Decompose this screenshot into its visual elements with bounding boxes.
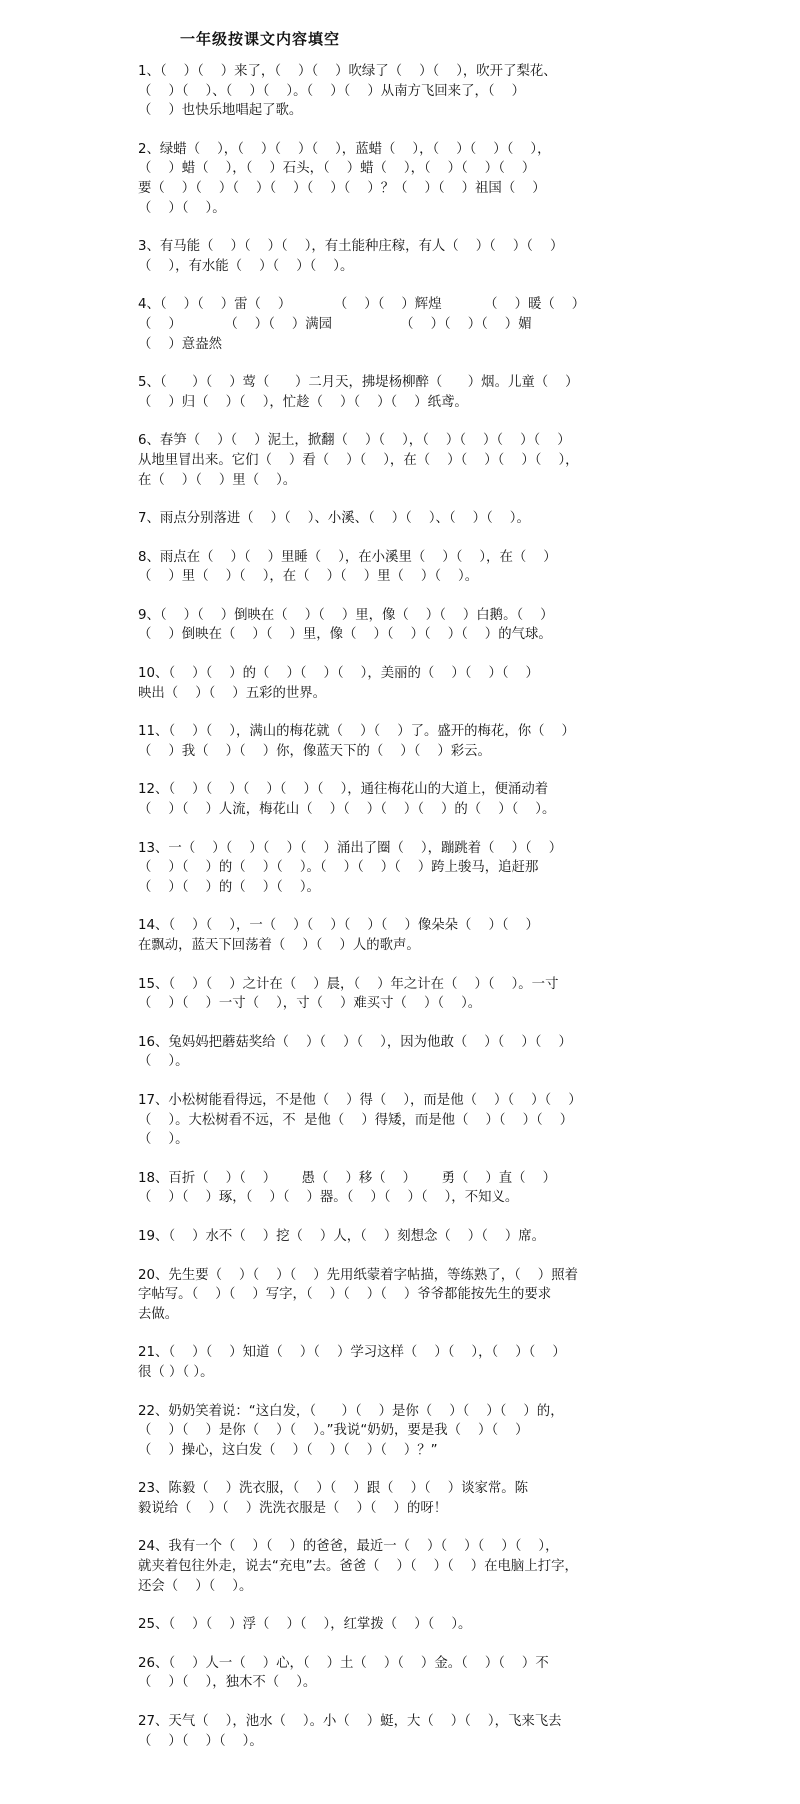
- question-list: [138, 62, 684, 1770]
- question-line: 4、（ ）（ ）雷（ ） （ ）（ ）辉煌 （ ）暖（ ）: [138, 297, 586, 313]
- question-line: （ ）。: [138, 1132, 189, 1148]
- question-line: 2、绿蜡（ ），（ ）（ ）（ ），蓝蜡（ ），（ ）（ ）（ ），: [138, 141, 551, 157]
- question-item: [138, 1033, 684, 1072]
- question-line: （ ）（ ）的（ ）（ ）。: [138, 879, 320, 895]
- question-line: （ ）蜡（ ），（ ）石头，（ ）蜡（ ），（ ）（ ）（ ）: [138, 161, 536, 177]
- question-line: （ ）（ ）。: [138, 200, 226, 216]
- question-item: [138, 1402, 684, 1461]
- question-line: 还会（ ）（ ）。: [138, 1578, 253, 1594]
- question-item: [138, 606, 684, 645]
- question-line: （ ）（ ）的（ ）（ ）。（ ）（ ）（ ）跨上骏马，追赶那: [138, 860, 539, 876]
- question-line: （ ）。大松树看不远，不 是他（ ）得矮，而是他（ ）（ ）（ ）: [138, 1112, 574, 1128]
- question-line: 要（ ）（ ）（ ）（ ）（ ）（ ）？（ ）（ ）祖国（ ）: [138, 180, 546, 196]
- question-line: （ ）操心，这白发（ ）（ ）（ ）（ ）？”: [138, 1442, 438, 1458]
- question-line: （ ）（ ）人流，梅花山（ ）（ ）（ ）（ ）的（ ）（ ）。: [138, 802, 556, 818]
- question-line: 1、（ ）（ ）来了，（ ）（ ）吹绿了（ ）（ ），吹开了梨花、: [138, 64, 557, 79]
- question-line: 25、（ ）（ ）浮（ ）（ ），红掌拨（ ）（ ）。: [138, 1617, 472, 1633]
- question-line: （ ）（ ）一寸（ ），寸（ ）难买寸（ ）（ ）。: [138, 996, 482, 1012]
- question-item: [138, 295, 684, 354]
- question-line: （ ）。: [138, 1054, 189, 1070]
- question-line: （ ）（ ）（ ）。: [138, 1733, 263, 1749]
- question-line: 3、有马能（ ）（ ）（ ），有土能种庄稼，有人（ ）（ ）（ ）: [138, 239, 564, 255]
- question-line: 19、（ ）水不（ ）挖（ ）人，（ ）刻想念（ ）（ ）席。: [138, 1228, 546, 1244]
- question-line: （ ），有水能（ ）（ ）（ ）。: [138, 258, 354, 274]
- question-item: [138, 1091, 684, 1150]
- question-line: 27、天气（ ），池水（ ）。小（ ）蜓，大（ ）（ ），飞来飞去: [138, 1714, 562, 1730]
- question-line: 9、（ ）（ ）倒映在（ ）（ ）里，像（ ）（ ）白鹅。（ ）: [138, 607, 554, 623]
- question-line: （ ）我（ ）（ ）你，像蓝天下的（ ）（ ）彩云。: [138, 743, 491, 759]
- question-item: [138, 1266, 684, 1325]
- question-item: [138, 839, 684, 898]
- question-line: 7、雨点分别落进（ ）（ ）、小溪、（ ）（ ）、（ ）（ ）。: [138, 511, 530, 527]
- question-item: [138, 1537, 684, 1596]
- question-line: 映出（ ）（ ）五彩的世界。: [138, 685, 327, 701]
- question-item: [138, 722, 684, 761]
- question-line: （ ）倒映在（ ）（ ）里，像（ ）（ ）（ ）（ ）的气球。: [138, 627, 552, 643]
- question-line: 毅说给（ ）（ ）洗洗衣服是（ ）（ ）的呀！: [138, 1500, 448, 1516]
- question-line: 在飘动，蓝天下回荡着（ ）（ ）人的歌声。: [138, 938, 420, 953]
- question-line: （ ）归（ ）（ ），忙趁（ ）（ ）（ ）纸鸢。: [138, 394, 468, 410]
- question-line: 去做。: [138, 1306, 179, 1322]
- question-line: 在（ ）（ ）里（ ）。: [138, 472, 297, 488]
- question-line: 字帖写。（ ）（ ）写字，（ ）（ ）（ ）爷爷都能按先生的要求: [138, 1287, 552, 1303]
- question-item: [138, 1227, 684, 1247]
- question-line: 18、百折（ ）（ ） 愚（ ）移（ ） 勇（ ）直（ ）: [138, 1170, 556, 1186]
- question-line: 13、一（ ）（ ）（ ）（ ）涌出了圈（ ），蹦跳着（ ）（ ）: [138, 840, 563, 856]
- question-item: [138, 1343, 684, 1382]
- question-item: [138, 373, 684, 412]
- question-item: [138, 1169, 684, 1208]
- question-item: [138, 1712, 684, 1751]
- question-line: 10、（ ）（ ）的（ ）（ ）（ ），美丽的（ ）（ ）（ ）: [138, 666, 539, 682]
- question-item: [138, 62, 684, 121]
- question-item: [138, 1654, 684, 1693]
- question-line: 15、（ ）（ ）之计在（ ）晨，（ ）年之计在（ ）（ ）。一寸: [138, 976, 559, 992]
- question-item: [138, 975, 684, 1014]
- question-line: 11、（ ）（ ），满山的梅花就（ ）（ ）了。盛开的梅花，你（ ）: [138, 724, 575, 740]
- question-item: [138, 780, 684, 819]
- question-line: （ ）（ ）是你（ ）（ ）。”我说“奶奶，要是我（ ）（ ）: [138, 1423, 529, 1439]
- question-item: [138, 664, 684, 703]
- question-item: [138, 509, 684, 529]
- question-item: [138, 1615, 684, 1635]
- question-line: （ ）（ ）琢，（ ）（ ）器。（ ）（ ）（ ），不知义。: [138, 1190, 519, 1206]
- question-line: 8、雨点在（ ）（ ）里睡（ ），在小溪里（ ）（ ），在（ ）: [138, 549, 557, 565]
- question-line: 6、春笋（ ）（ ）泥土，掀翻（ ）（ ），（ ）（ ）（ ）（ ）: [138, 433, 571, 449]
- question-item: [138, 431, 684, 490]
- question-line: 26、（ ）人一（ ）心，（ ）土（ ）（ ）金。（ ）（ ）不: [138, 1655, 549, 1671]
- question-line: （ ）（ ），独木不（ ）。: [138, 1675, 317, 1691]
- question-line: 23、陈毅（ ）洗衣服，（ ）（ ）跟（ ）（ ）谈家常。陈: [138, 1481, 529, 1497]
- question-line: （ ）也快乐地唱起了歌。: [138, 103, 303, 119]
- question-line: （ ）意盎然: [138, 336, 222, 352]
- worksheet-title: [0, 28, 800, 49]
- question-item: [138, 237, 684, 276]
- question-item: [138, 140, 684, 218]
- question-line: 很（ ）（ ）。: [138, 1364, 214, 1380]
- question-line: 21、（ ）（ ）知道（ ）（ ）学习这样（ ）（ ），（ ）（ ）: [138, 1345, 566, 1361]
- question-line: 从地里冒出来。它们（ ）看（ ）（ ），在（ ）（ ）（ ）（ ），: [138, 452, 579, 468]
- question-item: [138, 916, 684, 955]
- question-line: （ ） （ ）（ ）满园 （ ）（ ）（ ）媚: [138, 316, 532, 332]
- question-line: 就夹着包往外走，说去“充电”去。爸爸（ ）（ ）（ ）在电脑上打字，: [138, 1559, 578, 1575]
- question-line: 22、奶奶笑着说：“这白发，（ ）（ ）是你（ ）（ ）（ ）的，: [138, 1403, 564, 1419]
- question-item: [138, 548, 684, 587]
- worksheet-title-text: 一年级按课文内容填空: [179, 30, 340, 48]
- question-line: （ ）里（ ）（ ），在（ ）（ ）里（ ）（ ）。: [138, 569, 479, 585]
- question-item: [138, 1479, 684, 1518]
- question-line: 16、兔妈妈把蘑菇奖给（ ）（ ）（ ），因为他敢（ ）（ ）（ ）: [138, 1034, 572, 1050]
- question-line: 20、先生要（ ）（ ）（ ）先用纸蒙着字帖描，等练熟了，（ ）照着: [138, 1267, 578, 1283]
- question-line: 12、（ ）（ ）（ ）（ ）（ ），通往梅花山的大道上，便涌动着: [138, 782, 549, 798]
- question-line: 17、小松树能看得远，不是他（ ）得（ ），而是他（ ）（ ）（ ）: [138, 1092, 582, 1108]
- question-line: 5、（ ）（ ）莺（ ）二月天，拂堤杨柳醉（ ）烟。儿童（ ）: [138, 375, 579, 391]
- question-line: 14、（ ）（ ），一（ ）（ ）（ ）（ ）像朵朵（ ）（ ）: [138, 918, 539, 934]
- question-line: （ ）（ ）、（ ）（ ）。（ ）（ ）从南方飞回来了，（ ）: [138, 83, 525, 99]
- question-line: 24、我有一个（ ）（ ）的爸爸，最近一（ ）（ ）（ ）（ ），: [138, 1539, 559, 1555]
